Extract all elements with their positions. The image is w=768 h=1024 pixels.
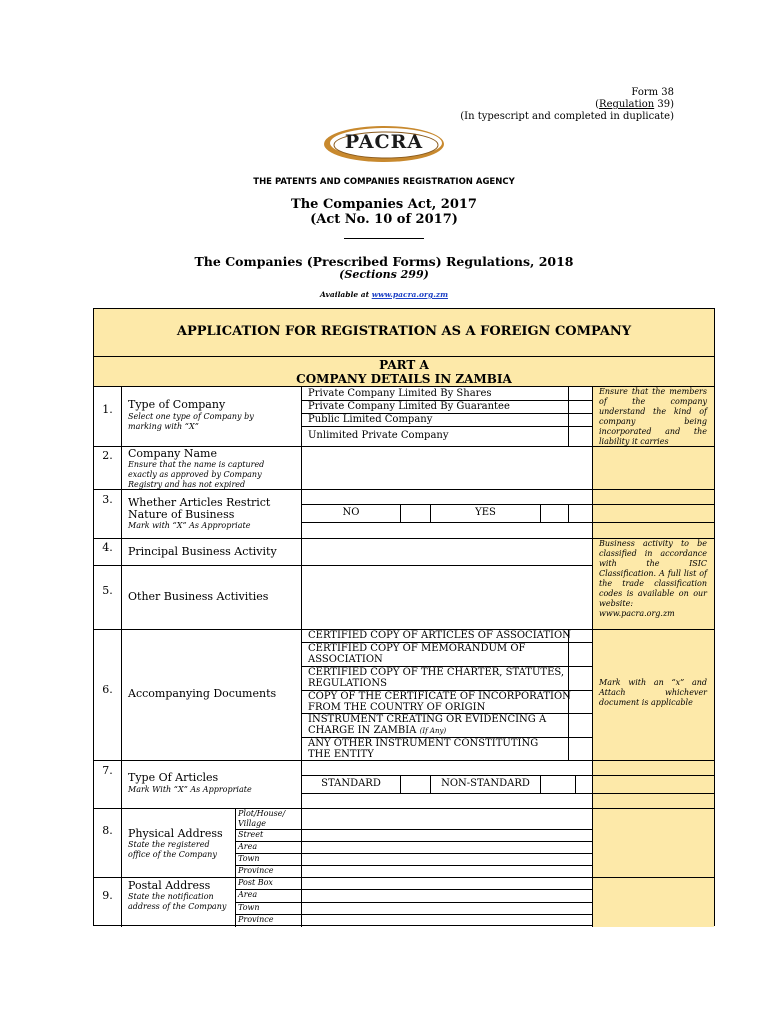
regulation-ref: (Regulation 39) <box>595 99 674 110</box>
option-unlimited-private: Unlimited Private Company <box>308 430 449 441</box>
registration-form <box>93 308 715 926</box>
principal-activity-label: Principal Business Activity <box>128 545 277 558</box>
logo-text: PACRA <box>344 131 424 153</box>
row-number: 4. <box>102 541 113 554</box>
row-number: 1. <box>102 403 113 416</box>
typescript-note: (In typescript and completed in duplicate) <box>460 111 674 122</box>
company-type-label: Type of Company <box>128 398 226 411</box>
part-label: PART A <box>379 358 429 372</box>
postal-province-input[interactable] <box>302 915 592 926</box>
articles-yes-label: YES <box>475 507 496 518</box>
act-title: The Companies Act, 2017 <box>291 197 477 212</box>
checkbox-public-limited[interactable] <box>569 414 591 426</box>
physical-address-label: Physical Address <box>128 827 223 840</box>
post-box-input[interactable] <box>302 878 592 889</box>
company-type-note: Ensure that the members of the company understand the kind of company being incorporated and the liability it carries <box>599 387 707 446</box>
other-activities-label: Other Business Activities <box>128 590 269 603</box>
form-title: APPLICATION FOR REGISTRATION AS A FOREIGN COMPANY <box>176 324 632 339</box>
option-public-limited: Public Limited Company <box>308 414 433 425</box>
part-header <box>94 357 714 387</box>
company-name-label: Company Name <box>128 447 217 460</box>
row-number: 3. <box>102 493 113 506</box>
part-title: COMPANY DETAILS IN ZAMBIA <box>296 372 512 386</box>
doc-charter: CERTIFIED COPY OF THE CHARTER, STATUTES, REGULATIONS <box>308 667 565 689</box>
area-input[interactable] <box>302 842 592 853</box>
doc-memorandum: CERTIFIED COPY OF MEMORANDUM OF ASSOCIATION <box>308 643 526 665</box>
articles-no-label: NO <box>342 507 360 518</box>
documents-label: Accompanying Documents <box>128 687 277 700</box>
checkbox-doc-charter[interactable] <box>569 667 591 690</box>
doc-charge-instrument: INSTRUMENT CREATING OR EVIDENCING A CHARGE IN ZAMBIA (If Any) <box>308 714 547 736</box>
postal-address-hint: State the notification address of the Company <box>128 892 227 911</box>
province-input[interactable] <box>302 866 592 877</box>
regulations-title: The Companies (Prescribed Forms) Regulations, 2018 <box>194 254 574 269</box>
sections-ref: (Sections 299) <box>339 268 429 281</box>
field-area: Area <box>238 842 258 851</box>
act-number: (Act No. 10 of 2017) <box>310 212 458 227</box>
field-town: Town <box>238 854 260 863</box>
checkbox-private-guarantee[interactable] <box>569 401 591 413</box>
pacra-logo <box>322 124 446 164</box>
articles-no-checkbox[interactable] <box>401 505 430 521</box>
articles-restrict-hint: Mark with “X” As Appropriate <box>128 521 251 530</box>
business-activity-note: Business activity to be classified in accordance with the ISIC Classification. A full list of the trade classification codes is available on our website: www.pacra.org.zm <box>599 539 707 618</box>
doc-articles: CERTIFIED COPY OF ARTICLES OF ASSOCIATION <box>308 630 571 641</box>
principal-activity-input[interactable] <box>302 539 592 565</box>
company-type-hint: Select one type of Company by marking with “X” <box>128 412 254 431</box>
row-number: 9. <box>102 889 113 902</box>
form-number: Form 38 <box>631 87 674 98</box>
field-plot: Plot/House/ Village <box>238 809 286 828</box>
articles-type-hint: Mark With “X” As Appropriate <box>128 785 252 794</box>
standard-label: STANDARD <box>321 778 381 789</box>
row-number: 5. <box>102 584 113 597</box>
other-activities-input[interactable] <box>302 566 592 629</box>
form-title-box <box>94 309 714 357</box>
plot-input[interactable] <box>302 809 592 829</box>
title-divider <box>344 238 424 239</box>
option-private-guarantee: Private Company Limited By Guarantee <box>308 401 510 412</box>
nonstandard-label: NON-STANDARD <box>441 778 530 789</box>
documents-note: Mark with an “x” and Attach whichever document is applicable <box>599 678 707 707</box>
field-post-box: Post Box <box>238 878 273 887</box>
agency-name: THE PATENTS AND COMPANIES REGISTRATION AGENCY <box>253 177 515 187</box>
available-at: Available at www.pacra.org.zm <box>319 290 449 299</box>
postal-area-input[interactable] <box>302 890 592 902</box>
company-name-hint: Ensure that the name is captured exactly as approved by Company Registry and has not expired <box>128 460 265 489</box>
checkbox-unlimited-private[interactable] <box>569 427 591 445</box>
checkbox-doc-articles[interactable] <box>569 630 591 642</box>
nonstandard-checkbox[interactable] <box>541 776 575 792</box>
checkbox-doc-certificate[interactable] <box>569 691 591 713</box>
town-input[interactable] <box>302 854 592 865</box>
notes-column <box>593 387 714 927</box>
row-number: 7. <box>102 764 113 777</box>
doc-other-instrument: ANY OTHER INSTRUMENT CONSTITUTING THE ENTITY <box>308 738 539 760</box>
physical-address-hint: State the registered office of the Company <box>128 840 217 859</box>
website-link[interactable]: www.pacra.org.zm <box>371 290 449 299</box>
checkbox-doc-other[interactable] <box>569 738 591 759</box>
postal-address-label: Postal Address <box>128 879 211 892</box>
checkbox-doc-memorandum[interactable] <box>569 643 591 666</box>
field-street: Street <box>238 830 264 839</box>
articles-yes-checkbox[interactable] <box>541 505 568 521</box>
articles-type-label: Type Of Articles <box>128 771 219 784</box>
checkbox-private-shares[interactable] <box>569 388 591 400</box>
articles-restrict-label: Whether Articles Restrict Nature of Business <box>128 496 271 521</box>
doc-certificate: COPY OF THE CERTIFICATE OF INCORPORATION FROM THE COUNTRY OF ORIGIN <box>308 691 571 713</box>
row-number: 2. <box>102 449 113 462</box>
row-number: 6. <box>102 683 113 696</box>
checkbox-doc-charge[interactable] <box>569 714 591 737</box>
field-area: Area <box>238 890 258 899</box>
row-number: 8. <box>102 824 113 837</box>
company-name-input[interactable] <box>302 447 592 489</box>
field-province: Province <box>238 915 274 924</box>
field-town: Town <box>238 903 260 912</box>
street-input[interactable] <box>302 830 592 841</box>
field-province: Province <box>238 866 274 875</box>
standard-checkbox[interactable] <box>401 776 430 792</box>
postal-town-input[interactable] <box>302 903 592 914</box>
option-private-shares: Private Company Limited By Shares <box>308 388 492 399</box>
